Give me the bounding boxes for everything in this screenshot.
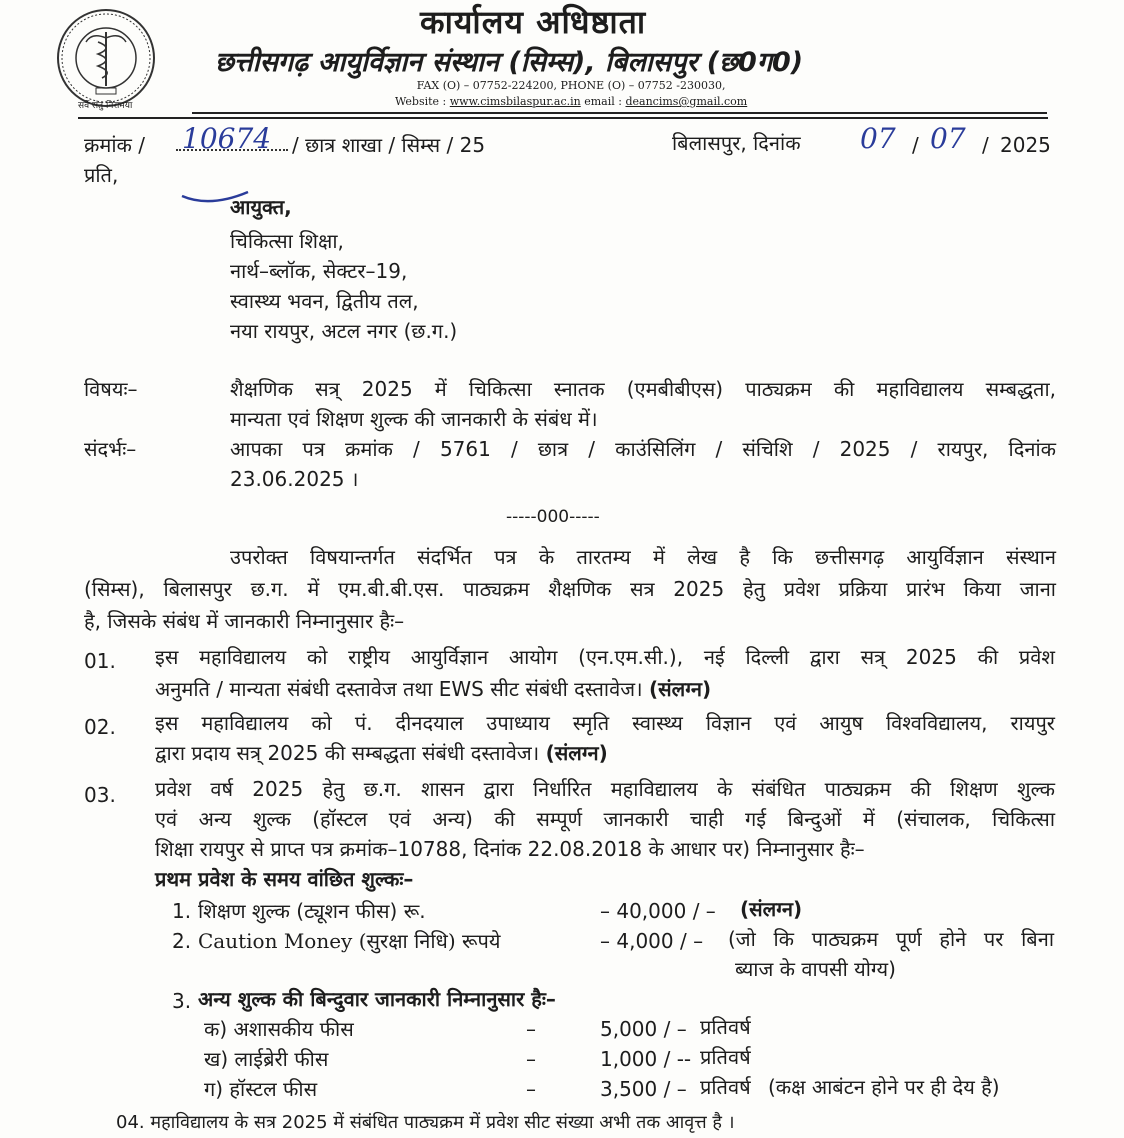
fee-number: 3. — [172, 989, 192, 1013]
other-fee-period: प्रतिवर्ष — [700, 1015, 751, 1039]
attached-tag: (संलग्न) — [649, 677, 712, 701]
website-link[interactable]: www.cimsbilaspur.ac.in — [449, 95, 581, 108]
item-line: इस महाविद्यालय को राष्ट्रीय आयुर्विज्ञान आयोग (एन.एम.सी.), नई दिल्ली द्वारा सत्र् 2025 की प्रवेश — [155, 645, 1055, 669]
fee-number: 2. — [172, 929, 192, 953]
other-fee-period: प्रतिवर्ष — [700, 1075, 751, 1099]
item-line-with-tag — [155, 738, 608, 768]
other-fee-dash: – — [526, 1047, 536, 1071]
recipient-line: नया रायपुर, अटल नगर (छ.ग.) — [230, 319, 458, 343]
other-fee-period: प्रतिवर्ष — [700, 1045, 751, 1069]
subject-line-2: मान्यता एवं शिक्षण शुल्क की जानकारी के संबंध में। — [230, 407, 598, 431]
header-divider-top — [192, 112, 1047, 114]
other-fee-amount: 1,000 / -- — [600, 1047, 692, 1071]
section-reference: / छात्र शाखा / सिम्स / 25 — [292, 133, 486, 157]
item-number: 01. — [84, 649, 116, 673]
body-line-1: उपरोक्त विषयान्तर्गत संदर्भित पत्र के तारतम्य में लेख है कि छत्तीसगढ़ आयुर्विज्ञान संस्थान — [230, 545, 1056, 569]
recipient-line: स्वास्थ्य भवन, द्वितीय तल, — [230, 289, 419, 313]
attached-tag: (संलग्न) — [740, 897, 803, 921]
kramank-label: क्रमांक / — [84, 133, 145, 157]
institute-seal-logo — [56, 8, 156, 108]
web-line — [395, 94, 747, 110]
other-fee-amount: 3,500 / – — [600, 1077, 687, 1101]
handwritten-month: 07 — [930, 122, 966, 155]
number-dotted-line — [176, 149, 288, 151]
contact-line: FAX (O) – 07752-224200, PHONE (O) – 07752 -230030, — [416, 79, 726, 92]
handwritten-day: 07 — [860, 122, 896, 155]
header-divider-bottom — [78, 117, 1048, 119]
separator: -----000----- — [506, 507, 600, 527]
prati-label: प्रति, — [84, 163, 119, 187]
recipient-line: नार्थ–ब्लॉक, सेक्टर–19, — [230, 259, 408, 283]
other-fee-amount: 5,000 / – — [600, 1017, 687, 1041]
cut-off-line: 04. महाविद्यालय के सत्र 2025 में संबंधित पाठ्यक्रम में प्रवेश सीट संख्या अभी तक आवृत्त है । — [116, 1112, 735, 1133]
item-line: प्रवेश वर्ष 2025 हेतु छ.ग. शासन द्वारा निर्धारित महाविद्यालय के संबंधित पाठ्यक्रम की शिक्षण शुल्क — [155, 777, 1055, 801]
seal-caption: सर्वे संतु निरामया — [78, 101, 133, 111]
body-line-2: (सिम्स), बिलासपुर छ.ग. में एम.बी.बी.एस. पाठ्यक्रम शैक्षणिक सत्र 2025 हेतु प्रवेश प्रक्रिया प्रारंभ किया जाना — [84, 577, 1056, 601]
item-line-with-tag — [155, 674, 711, 704]
item-line: एवं अन्य शुल्क (हॉस्टल एवं अन्य) की सम्पूर्ण जानकारी चाही गई बिन्दुओं में (संचालक, चिकित्सा — [155, 807, 1055, 831]
fee-amount: – 4,000 / – — [600, 929, 704, 953]
other-fee-dash: – — [526, 1017, 536, 1041]
item-text: द्वारा प्रदाय सत्र् 2025 की सम्बद्धता संबंधी दस्तावेज। — [155, 741, 540, 765]
recipient-line: चिकित्सा शिक्षा, — [230, 229, 344, 253]
fee-note: ब्याज के वापसी योग्य) — [735, 957, 896, 981]
subject-line-1: शैक्षणिक सत्र् 2025 में चिकित्सा स्नातक (एमबीबीएस) पाठ्यक्रम की महाविद्यालय सम्बद्धता, — [230, 377, 1056, 401]
fee-number: 1. — [172, 899, 192, 923]
sandarbh-line-1: आपका पत्र क्रमांक / 5761 / छात्र / काउंसिलिंग / संचिशि / 2025 / रायपुर, दिनांक — [230, 437, 1056, 461]
other-fee-dash: – — [526, 1077, 536, 1101]
fee-amount: – 40,000 / – — [600, 899, 716, 923]
place-date-label: बिलासपुर, दिनांक — [672, 131, 801, 155]
email-label: email : — [584, 95, 622, 108]
recipient-line: आयुक्त, — [230, 195, 292, 219]
item-line: इस महाविद्यालय को पं. दीनदयाल उपाध्याय स्मृति स्वास्थ्य विज्ञान एवं आयुष विश्वविद्यालय, रायपुर — [155, 711, 1055, 735]
institute-name: छत्तीसगढ़ आयुर्विज्ञान संस्थान (सिम्स), बिलासपुर (छ0ग0) — [215, 47, 804, 78]
item-number: 02. — [84, 715, 116, 739]
website-label: Website : — [395, 95, 447, 108]
office-title: कार्यालय अधिष्ठाता — [420, 3, 647, 41]
handwritten-letter-number: 10674 — [182, 122, 272, 155]
contact-block — [395, 78, 747, 110]
date-slash: / — [912, 133, 919, 157]
other-fee-label: ख) लाईब्रेरी फीस — [204, 1047, 329, 1071]
fee-label: Caution Money (सुरक्षा निधि) रूपये — [198, 929, 501, 953]
other-fee-label: क) अशासकीय फीस — [204, 1017, 354, 1041]
fee-note: (जो कि पाठ्यक्रम पूर्ण होने पर बिना — [728, 927, 1054, 951]
attached-tag: (संलग्न) — [545, 741, 608, 765]
body-line-3: है, जिसके संबंध में जानकारी निम्नानुसार हैः– — [84, 609, 405, 633]
other-fee-note: (कक्ष आबंटन होने पर ही देय है) — [768, 1075, 1000, 1099]
item-line: शिक्षा रायपुर से प्राप्त पत्र क्रमांक–10788, दिनांक 22.08.2018 के आधार पर) निम्नानुसार हैः– — [155, 837, 865, 861]
sandarbh-label: संदर्भः– — [84, 437, 137, 461]
fee-label: शिक्षण शुल्क (ट्यूशन फीस) रू. — [198, 899, 426, 923]
subject-label: विषयः– — [84, 377, 138, 401]
fees-heading: प्रथम प्रवेश के समय वांछित शुल्कः– — [155, 867, 414, 891]
email-link[interactable]: deancims@gmail.com — [625, 95, 748, 108]
other-fee-label: ग) हॉस्टल फीस — [204, 1077, 318, 1101]
other-fees-heading: अन्य शुल्क की बिन्दुवार जानकारी निम्नानुसार हैः– — [198, 987, 556, 1011]
sandarbh-line-2: 23.06.2025 । — [230, 467, 359, 491]
date-slash: / — [982, 133, 989, 157]
item-text: अनुमति / मान्यता संबंधी दस्तावेज तथा EWS सीट संबंधी दस्तावेज। — [155, 677, 643, 701]
date-year: 2025 — [1000, 133, 1051, 157]
item-number: 03. — [84, 783, 116, 807]
